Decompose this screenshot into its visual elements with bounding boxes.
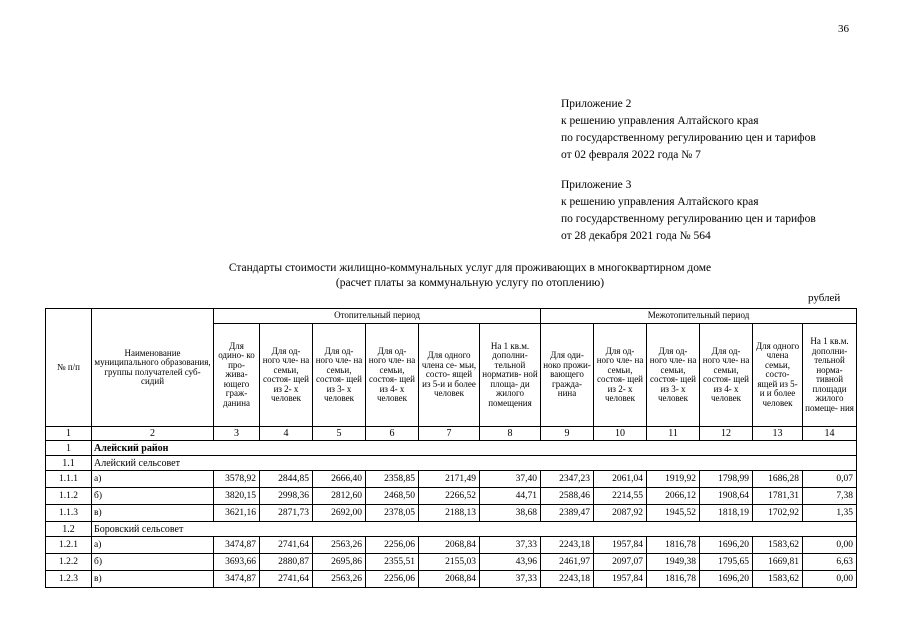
table-cell: 1949,38 (647, 554, 700, 571)
table-cell: 2844,85 (260, 471, 313, 488)
table-cell: 2171,49 (419, 471, 480, 488)
column-number: 10 (594, 427, 647, 441)
table-cell: 2692,00 (313, 505, 366, 522)
table-cell: 2068,84 (419, 537, 480, 554)
appendix-2-line: от 02 февраля 2022 года № 7 (561, 149, 701, 161)
header-heating-col: На 1 кв.м. дополни- тельной норматив- ной площа- ди жилого помещения (480, 324, 541, 427)
row-group: а) (92, 471, 214, 488)
table-cell: 1816,78 (647, 571, 700, 588)
section-id: 1.1 (46, 456, 92, 471)
table-cell: 2666,40 (313, 471, 366, 488)
header-num: № п/п (46, 309, 92, 427)
table-cell: 2214,55 (594, 488, 647, 505)
table-cell: 1908,64 (700, 488, 753, 505)
header-heating-period: Отопительный период (214, 309, 541, 324)
table-cell: 1919,92 (647, 471, 700, 488)
table-cell: 2188,13 (419, 505, 480, 522)
row-id: 1.2.2 (46, 554, 92, 571)
row-id: 1.1.2 (46, 488, 92, 505)
column-number: 2 (92, 427, 214, 441)
table-cell: 3820,15 (214, 488, 260, 505)
section-id: 1 (46, 441, 92, 456)
table-cell: 2266,52 (419, 488, 480, 505)
header-nonheating-col: Для одного члена семьи, состо- ящей из 5-и и более человек (753, 324, 803, 427)
table-cell: 2695,86 (313, 554, 366, 571)
page-number: 36 (838, 23, 849, 35)
table-cell: 44,71 (480, 488, 541, 505)
column-number: 13 (753, 427, 803, 441)
row-group: б) (92, 554, 214, 571)
header-nonheating-col: Для од- ного чле- на семьи, состоя- щей из 3- х человек (647, 324, 700, 427)
table-cell: 3474,87 (214, 571, 260, 588)
row-id: 1.2.1 (46, 537, 92, 554)
table-cell: 2741,64 (260, 571, 313, 588)
header-nonheating-col: Для оди- ноко прожи- вающего гражда- нина (541, 324, 594, 427)
currency-unit: рублей (808, 292, 841, 304)
table-cell: 1818,19 (700, 505, 753, 522)
column-number: 7 (419, 427, 480, 441)
tariff-table (45, 308, 857, 588)
table-cell: 2155,03 (419, 554, 480, 571)
table-cell: 2087,92 (594, 505, 647, 522)
appendix-3-line: к решению управления Алтайского края (561, 196, 759, 208)
section-name: Алейский сельсовет (92, 456, 857, 471)
header-name: Наименование муниципального образования, группы получателей суб- сидий (92, 309, 214, 427)
table-cell: 1957,84 (594, 571, 647, 588)
table-cell: 38,68 (480, 505, 541, 522)
table-cell: 1798,99 (700, 471, 753, 488)
table-cell: 3693,66 (214, 554, 260, 571)
section-name: Алейский район (92, 441, 857, 456)
table-cell: 2097,07 (594, 554, 647, 571)
appendix-3-line: от 28 декабря 2021 года № 564 (561, 230, 711, 242)
header-heating-col: Для одино- ко про- жива- ющего граж- данина (214, 324, 260, 427)
table-cell: 2871,73 (260, 505, 313, 522)
table-cell: 2461,97 (541, 554, 594, 571)
table-cell: 1,35 (803, 505, 857, 522)
table-cell: 1696,20 (700, 571, 753, 588)
table-cell: 3621,16 (214, 505, 260, 522)
table-cell: 2355,51 (366, 554, 419, 571)
table-cell: 2256,06 (366, 537, 419, 554)
appendix-3-line: Приложение 3 (561, 179, 632, 191)
table-cell: 2243,18 (541, 571, 594, 588)
table-row (46, 505, 857, 522)
title-line-1: Стандарты стоимости жилищно-коммунальных услуг для проживающих в многоквартирном доме (228, 262, 712, 274)
appendix-2-line: по государственному регулированию цен и тарифов (561, 132, 816, 144)
table-cell: 1702,92 (753, 505, 803, 522)
section-row (46, 441, 857, 456)
table-cell: 1669,81 (753, 554, 803, 571)
row-group: б) (92, 488, 214, 505)
section-row (46, 456, 857, 471)
section-row (46, 522, 857, 537)
row-group: а) (92, 537, 214, 554)
table-cell: 37,33 (480, 537, 541, 554)
table-cell: 0,00 (803, 537, 857, 554)
table-cell: 1795,65 (700, 554, 753, 571)
table-cell: 1583,62 (753, 537, 803, 554)
table-cell: 2066,12 (647, 488, 700, 505)
table-cell: 2256,06 (366, 571, 419, 588)
table-cell: 1696,20 (700, 537, 753, 554)
table-cell: 2812,60 (313, 488, 366, 505)
table-cell: 2563,26 (313, 571, 366, 588)
table-cell: 2358,85 (366, 471, 419, 488)
table-cell: 0,07 (803, 471, 857, 488)
column-number: 6 (366, 427, 419, 441)
table-cell: 1945,52 (647, 505, 700, 522)
header-nonheating-col: Для од- ного чле- на семьи, состоя- щей из 4- х человек (700, 324, 753, 427)
table-cell: 43,96 (480, 554, 541, 571)
row-group: в) (92, 505, 214, 522)
table-row (46, 471, 857, 488)
header-heating-col: Для одного члена се- мьи, состо- ящей из 5-и и более человек (419, 324, 480, 427)
column-number: 3 (214, 427, 260, 441)
table-cell: 1686,28 (753, 471, 803, 488)
table-row (46, 571, 857, 588)
table-cell: 2468,50 (366, 488, 419, 505)
appendix-2-line: к решению управления Алтайского края (561, 115, 759, 127)
header-heating-col: Для од- ного чле- на семьи, состоя- щей из 4- х человек (366, 324, 419, 427)
row-id: 1.1.1 (46, 471, 92, 488)
table-row (46, 554, 857, 571)
table-cell: 2243,18 (541, 537, 594, 554)
table-cell: 1781,31 (753, 488, 803, 505)
table-cell: 3474,87 (214, 537, 260, 554)
table-cell: 1583,62 (753, 571, 803, 588)
column-number: 4 (260, 427, 313, 441)
appendix-2-line: Приложение 2 (561, 98, 632, 110)
table-cell: 1816,78 (647, 537, 700, 554)
table-cell: 2741,64 (260, 537, 313, 554)
table-cell: 37,40 (480, 471, 541, 488)
appendix-2-header (561, 96, 816, 164)
header-nonheating-period: Межотопительный период (541, 309, 857, 324)
table-cell: 2347,23 (541, 471, 594, 488)
table-cell: 2061,04 (594, 471, 647, 488)
column-number: 8 (480, 427, 541, 441)
header-heating-col: Для од- ного чле- на семьи, состоя- щей из 3- х человек (313, 324, 366, 427)
column-number: 5 (313, 427, 366, 441)
table-cell: 2588,46 (541, 488, 594, 505)
table-cell: 2389,47 (541, 505, 594, 522)
title-line-2: (расчет платы за коммунальную услугу по отоплению) (335, 277, 605, 289)
table-cell: 0,00 (803, 571, 857, 588)
table-cell: 37,33 (480, 571, 541, 588)
section-id: 1.2 (46, 522, 92, 537)
table-cell: 2998,36 (260, 488, 313, 505)
table-cell: 7,38 (803, 488, 857, 505)
table-cell: 2068,84 (419, 571, 480, 588)
appendix-3-header (561, 177, 816, 245)
table-cell: 2378,05 (366, 505, 419, 522)
table-body (46, 441, 857, 588)
table-cell: 6,63 (803, 554, 857, 571)
column-number-row (46, 427, 857, 441)
row-id: 1.1.3 (46, 505, 92, 522)
column-number: 1 (46, 427, 92, 441)
table-cell: 2563,26 (313, 537, 366, 554)
column-number: 11 (647, 427, 700, 441)
header-heating-col: Для од- ного чле- на семьи, состоя- щей из 2- х человек (260, 324, 313, 427)
column-number: 12 (700, 427, 753, 441)
table-row (46, 537, 857, 554)
appendix-3-line: по государственному регулированию цен и тарифов (561, 213, 816, 225)
document-title (150, 261, 790, 291)
table-cell: 3578,92 (214, 471, 260, 488)
table-cell: 2880,87 (260, 554, 313, 571)
table-row (46, 488, 857, 505)
row-group: в) (92, 571, 214, 588)
header-nonheating-col: Для од- ного чле- на семьи, состоя- щей из 2- х человек (594, 324, 647, 427)
section-name: Боровский сельсовет (92, 522, 857, 537)
column-number: 14 (803, 427, 857, 441)
row-id: 1.2.3 (46, 571, 92, 588)
column-number: 9 (541, 427, 594, 441)
table-cell: 1957,84 (594, 537, 647, 554)
header-nonheating-col: На 1 кв.м. дополни- тельной норма- тивной площади жилого помеще- ния (803, 324, 857, 427)
